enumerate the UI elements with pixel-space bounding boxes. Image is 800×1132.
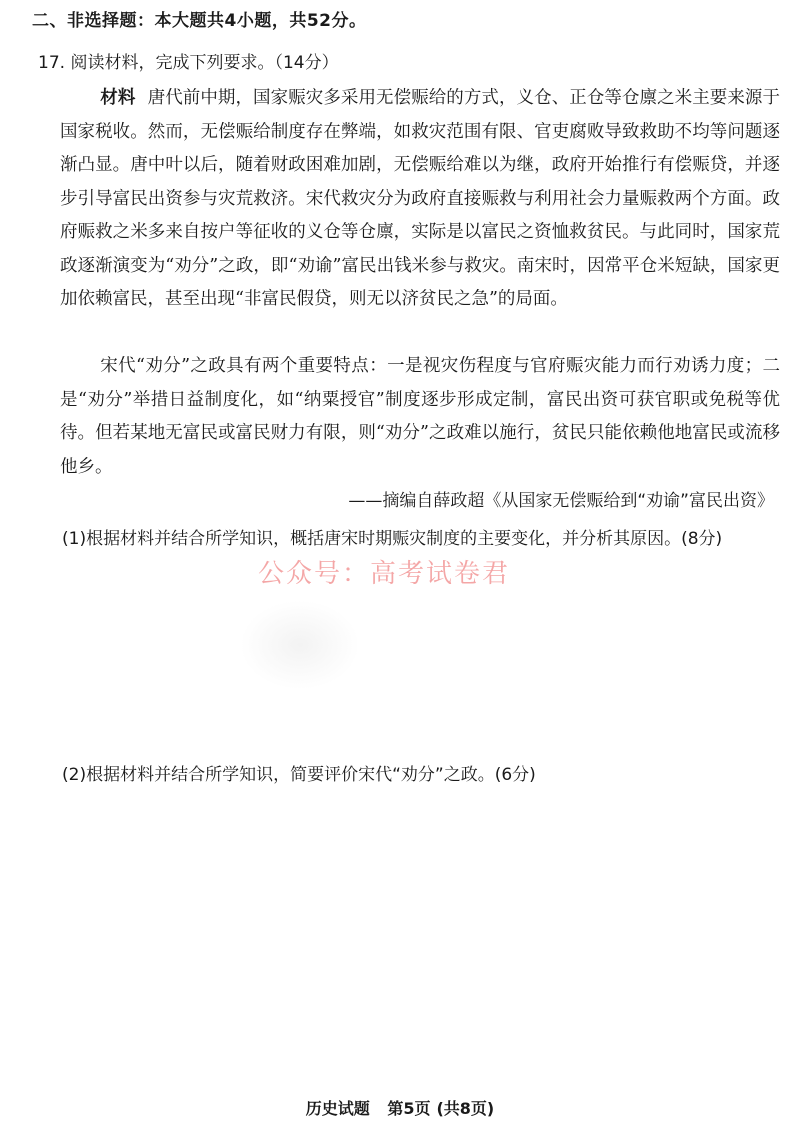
sub-question-1: (1)根据材料并结合所学知识，概括唐宋时期赈灾制度的主要变化，并分析其原因。(8分) <box>62 529 723 549</box>
material-paragraph-1 <box>60 82 780 317</box>
scan-smudge <box>240 600 360 690</box>
material-label: 材料 <box>100 88 136 108</box>
footer-subject: 历史试题 <box>305 1099 370 1118</box>
footer-page: 第5页 <box>387 1099 431 1118</box>
material-text-1: 唐代前中期，国家赈灾多采用无偿赈给的方式，义仓、正仓等仓廪之米主要来源于国家税收。然而，无偿赈给制度存在弊端，如救灾范围有限、官吏腐败导致救助不均等问题逐渐凸显。唐中叶以后，随着财政困难加剧，无偿赈给难以为继，政府开始推行有偿赈贷，并逐步引导富民出资参与灾荒救济。宋代救灾分为政府直接赈救与利用社会力量赈救两个方面。政府赈救之米多来自按户等征收的义仓等仓廪，实际是以富民之资恤救贫民。与此同时，国家荒政逐渐演变为“劝分”之政，即“劝谕”富民出钱米参与救灾。南宋时，因常平仓米短缺，国家更加依赖富民，甚至出现“非富民假贷，则无以济贫民之急”的局面。 <box>60 88 781 309</box>
material-source: ——摘编自薛政超《从国家无偿赈给到“劝谕”富民出资》 <box>348 491 774 511</box>
watermark: 公众号：高考试卷君 <box>258 559 511 589</box>
material-paragraph-2: 宋代“劝分”之政具有两个重要特点：一是视灾伤程度与官府赈灾能力而行劝诱力度；二是“劝分”举措日益制度化，如“纳粟授官”制度逐步形成定制，富民出资可获官职或免税等优待。但若某地无富民或富民财力有限，则“劝分”之政难以施行，贫民只能依赖他地富民或流移他乡。 <box>60 356 780 477</box>
sub-question-2: (2)根据材料并结合所学知识，简要评价宋代“劝分”之政。(6分) <box>62 765 536 785</box>
footer-total: (共8页) <box>436 1099 495 1118</box>
page-footer <box>0 1096 800 1119</box>
section-title: 二、非选择题：本大题共4小题，共52分。 <box>32 11 367 31</box>
question-17-head: 17. 阅读材料，完成下列要求。（14分） <box>38 53 339 73</box>
